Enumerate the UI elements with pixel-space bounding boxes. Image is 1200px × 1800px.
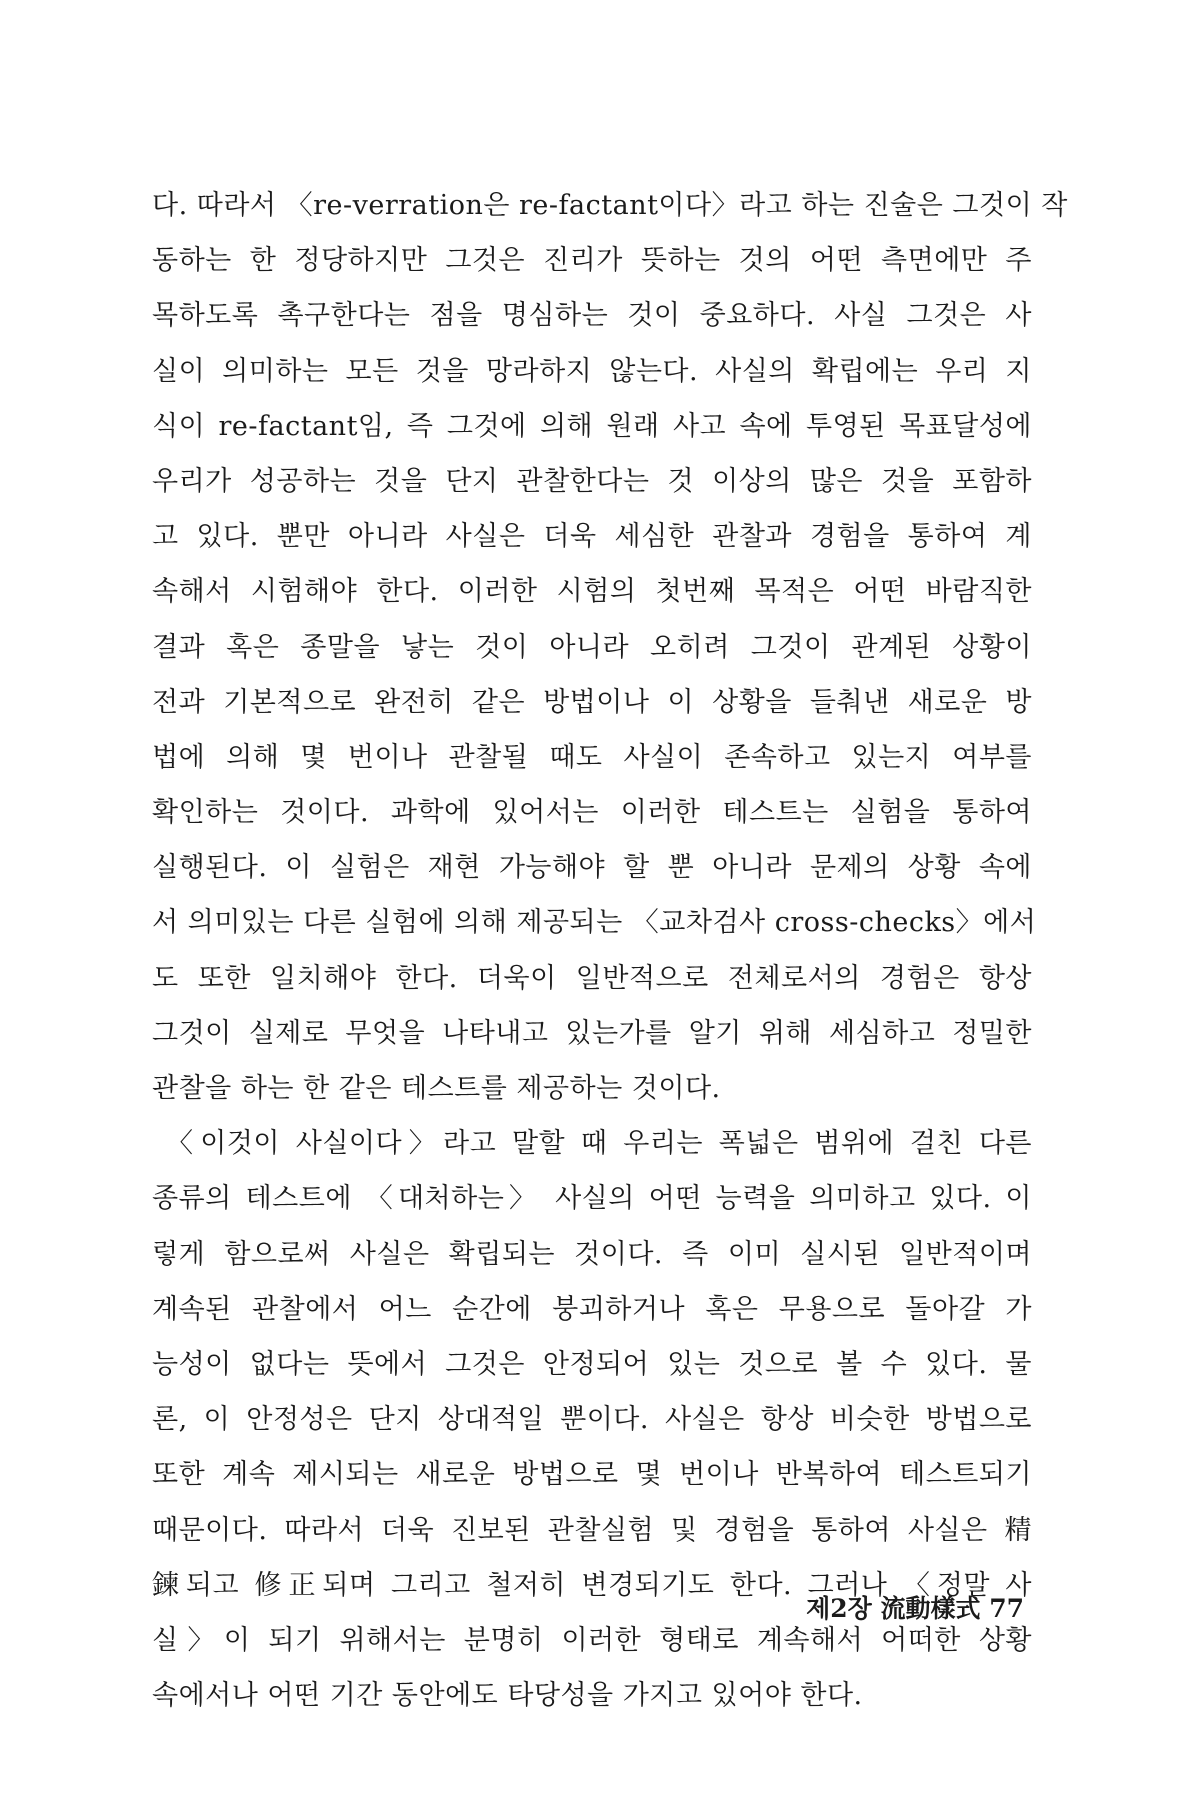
text-line: 실〉이 되기 위해서는 분명히 이러한 형태로 계속해서 어떠한 상황 [152, 1624, 1032, 1656]
text-line: 서 의미있는 다른 실험에 의해 제공되는 〈교차검사 cross-checks〉에서 [152, 907, 1037, 939]
text-line: 렇게 함으로써 사실은 확립되는 것이다. 즉 이미 실시된 일반적이며 [152, 1238, 1032, 1270]
text-line: 우리가 성공하는 것을 단지 관찰한다는 것 이상의 많은 것을 포함하 [152, 465, 1032, 497]
running-head-page-number: 제2장 流動樣式 77 [806, 1594, 1024, 1623]
text-line: 실행된다. 이 실험은 재현 가능해야 할 뿐 아니라 문제의 상황 속에 [152, 852, 1032, 884]
text-line: 그것이 실제로 무엇을 나타내고 있는가를 알기 위해 세심하고 정밀한 [152, 1017, 1032, 1049]
paragraph-end-line: 관찰을 하는 한 같은 테스트를 제공하는 것이다. [152, 1073, 721, 1104]
text-line: 속해서 시험해야 한다. 이러한 시험의 첫번째 목적은 어떤 바람직한 [152, 576, 1032, 608]
text-line: 또한 계속 제시되는 새로운 방법으로 몇 번이나 반복하여 테스트되기 [152, 1459, 1032, 1491]
text-line: 종류의 테스트에 〈대처하는〉 사실의 어떤 능력을 의미하고 있다. 이 [152, 1183, 1032, 1215]
text-line: 때문이다. 따라서 더욱 진보된 관찰실험 및 경험을 통하여 사실은 精 [152, 1514, 1032, 1546]
text-line: 전과 기본적으로 완전히 같은 방법이나 이 상황을 들춰낸 새로운 방 [152, 686, 1032, 718]
text-line: 도 또한 일치해야 한다. 더욱이 일반적으로 전체로서의 경험은 항상 [152, 962, 1032, 994]
text-line: 법에 의해 몇 번이나 관찰될 때도 사실이 존속하고 있는지 여부를 [152, 741, 1032, 773]
text-line: 실이 의미하는 모든 것을 망라하지 않는다. 사실의 확립에는 우리 지 [152, 355, 1032, 387]
body-text [152, 178, 1068, 1723]
text-line: 결과 혹은 종말을 낳는 것이 아니라 오히려 그것이 관계된 상황이 [152, 631, 1032, 663]
text-line: 능성이 없다는 뜻에서 그것은 안정되어 있는 것으로 볼 수 있다. 물 [152, 1348, 1032, 1380]
text-line: 고 있다. 뿐만 아니라 사실은 더욱 세심한 관찰과 경험을 통하여 계 [152, 521, 1032, 553]
text-line: 계속된 관찰에서 어느 순간에 붕괴하거나 혹은 무용으로 돌아갈 가 [152, 1293, 1032, 1325]
text-line: 鍊되고 修正되며 그리고 철저히 변경되기도 한다. 그러나 〈정말 사 [152, 1569, 1032, 1601]
text-line: 목하도록 촉구한다는 점을 명심하는 것이 중요하다. 사실 그것은 사 [152, 300, 1032, 332]
text-line: 다. 따라서 〈re-verration은 re-factant이다〉라고 하는 진술은 그것이 작 [152, 190, 1068, 221]
paragraph-start-line: 〈이것이 사실이다〉라고 말할 때 우리는 폭넓은 범위에 걸친 다른 [166, 1128, 1032, 1160]
text-line: 식이 re-factant임, 즉 그것에 의해 원래 사고 속에 투영된 목표달성에 [152, 410, 1032, 442]
paragraph-end-line: 속에서나 어떤 기간 동안에도 타당성을 가지고 있어야 한다. [152, 1680, 863, 1712]
text-line: 확인하는 것이다. 과학에 있어서는 이러한 테스트는 실험을 통하여 [152, 797, 1032, 829]
text-line: 론, 이 안정성은 단지 상대적일 뿐이다. 사실은 항상 비슷한 방법으로 [152, 1404, 1032, 1436]
text-line: 동하는 한 정당하지만 그것은 진리가 뜻하는 것의 어떤 측면에만 주 [152, 245, 1032, 277]
